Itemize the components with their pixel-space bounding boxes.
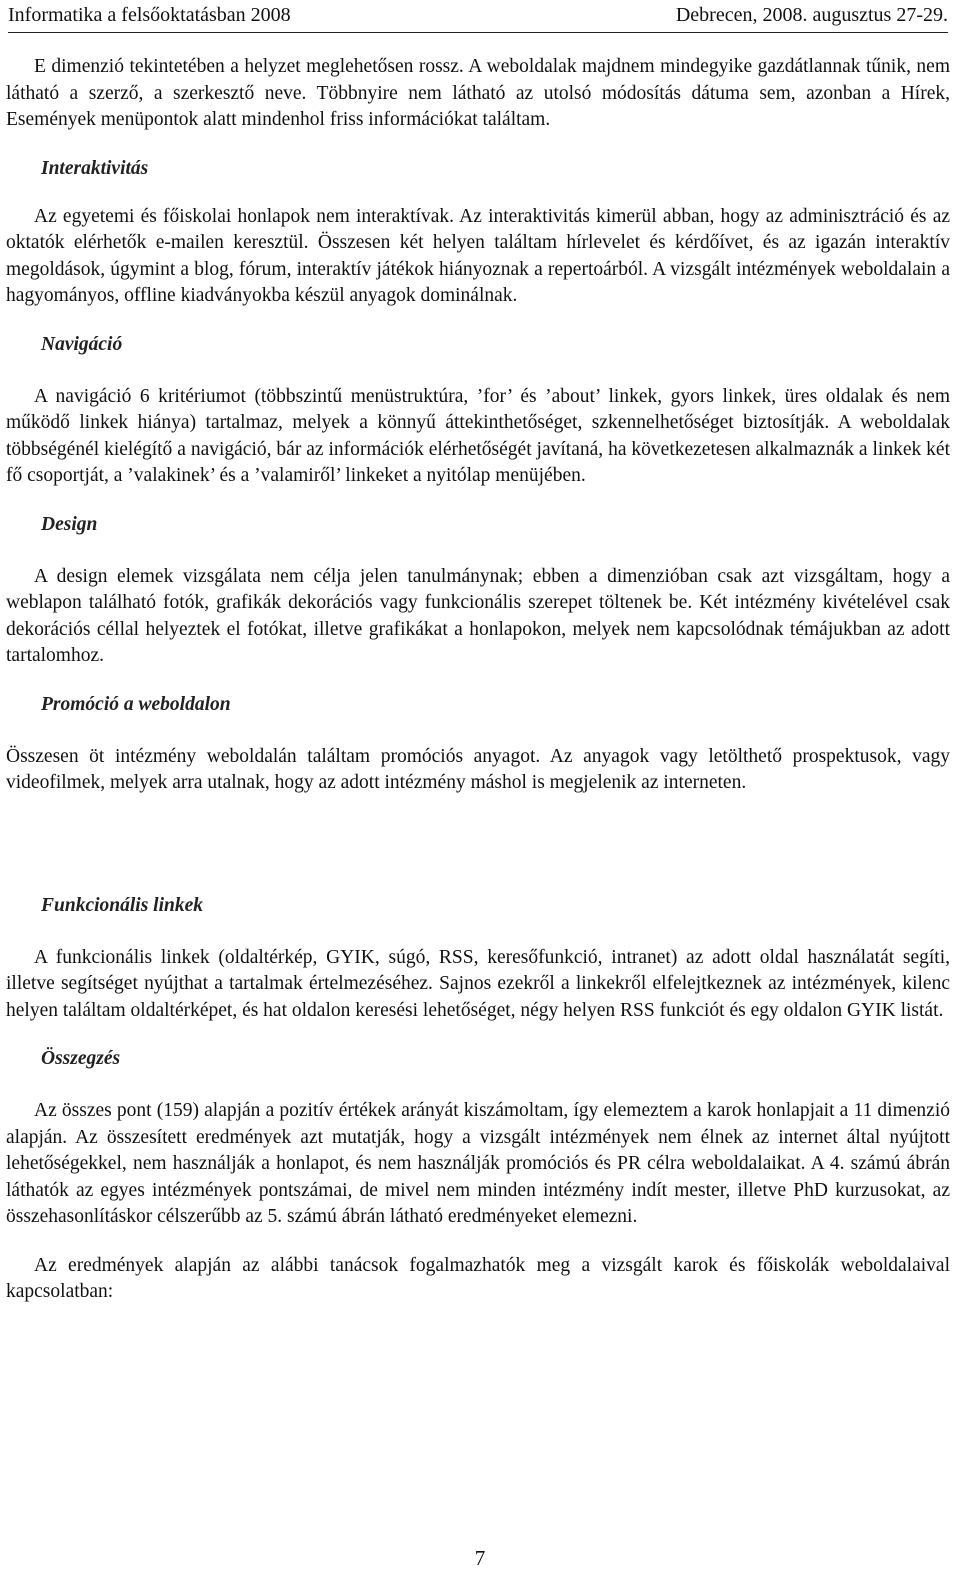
section-heading-promocio: Promóció a weboldalon: [41, 693, 231, 715]
section-text-osszegzes-2: Az eredmények alapján az alábbi tanácsok fogalmazhatók meg a vizsgált karok és főiskolák weboldalaival kapcsolatban:: [6, 1254, 950, 1302]
section-text-interaktivitas: Az egyetemi és főiskolai honlapok nem interaktívak. Az interaktivitás kimerül abban, hogy az adminisztráció és az oktatók elérhetők e-mailen keresztül. Összesen két helyen találtam hírlevelet és kérdőívet, és az igazán interaktív megoldások, úgymint a blog, fórum, interaktív játékok hiányoznak a repertoárból. A vizsgált intézmények weboldalain a hagyományos, offline kiadványokba készül anyagok dominálnak.: [6, 205, 950, 306]
conference-title: Informatika a felsőoktatásban 2008: [8, 4, 291, 26]
section-heading-design: Design: [41, 513, 98, 535]
section-heading-funkcionalis: Funkcionális linkek: [41, 894, 203, 916]
section-heading-osszegzes: Összegzés: [41, 1048, 121, 1069]
section-text-funkcionalis: A funkcionális linkek (oldaltérkép, GYIK, súgó, RSS, keresőfunkció, intranet) az adott oldal használatát segíti, illetve segítséget nyújthat a tartalmak értelmezéséhez. Sajnos ezekről a linkekről elfelejtkeznek az intézmények, kilenc helyen találtam oldaltérképet, és hat oldalon keresési lehetőséget, négy helyen RSS funkciót és egy oldalon GYIK listát.: [6, 946, 950, 1021]
section-heading-interaktivitas: Interaktivitás: [41, 157, 149, 179]
conference-date: Debrecen, 2008. augusztus 27-29.: [675, 4, 948, 26]
page-number: 7: [474, 1546, 486, 1570]
section-text-promocio: Összesen öt intézmény weboldalán találtam promóciós anyagot. Az anyagok vagy letölthető prospektusok, vagy videofilmek, melyek arra utalnak, hogy az adott intézmény máshol is megjelenik az interneten.: [6, 745, 950, 793]
section-text-osszegzes: Az összes pont (159) alapján a pozitív értékek arányát kiszámoltam, így elemeztem a karok honlapjait a 11 dimenzió alapján. Az összesített eredmények azt mutatják, hogy a vizsgált intézmények nem élnek az internet által nyújtott lehetőségekkel, nem használják a honlapot, és nem használják promóciós és PR célra weboldalaikat. A 4. számú ábrán láthatók az egyes intézmények pontszámai, de mivel nem minden intézmény indít mester, illetve PhD kurzusokat, az összehasonlításkor célszerűbb az 5. számú ábrán látható eredményeket elemezni.: [6, 1100, 950, 1227]
section-text-design: A design elemek vizsgálata nem célja jelen tanulmánynak; ebben a dimenzióban csak azt vizsgáltam, hogy a weblapon található fotók, grafikák dekorációs vagy funkcionális szerepet töltenek be. Két intézmény kivételével csak dekorációs céllal helyeztek el fotókat, illetve grafikákat a honlapokon, melyek nem kapcsolódnak témájukban az adott tartalomhoz.: [6, 565, 950, 666]
section-heading-navigacio: Navigáció: [41, 333, 123, 355]
section-text-navigacio: A navigáció 6 kritériumot (többszintű menüstruktúra, ’for’ és ’about’ linkek, gyors linkek, üres oldalak és nem működő linkek hiánya) tartalmaz, melyek a könnyű áttekinthetőséget, szkennelhetőséget biztosítják. A weboldalak többségénél kielégítő a navigáció, bár az információk elérhetőségét javítaná, ha következetesen alkalmaznák a linkek két fő csoportját, a ’valakinek’ és a ’valamiről’ linkeket a nyitólap menüjében.: [6, 385, 950, 486]
page-header: [8, 0, 948, 33]
page-content: [6, 54, 950, 1306]
intro-paragraph: E dimenzió tekintetében a helyzet meglehetősen rossz. A weboldalak majdnem mindegyike gazdátlannak tűnik, nem látható a szerző, a szerkesztő neve. Többnyire nem látható az utolsó módosítás dátuma sem, azonban a Hírek, Események menüpontok alatt mindenhol friss információkat találtam.: [6, 56, 950, 130]
